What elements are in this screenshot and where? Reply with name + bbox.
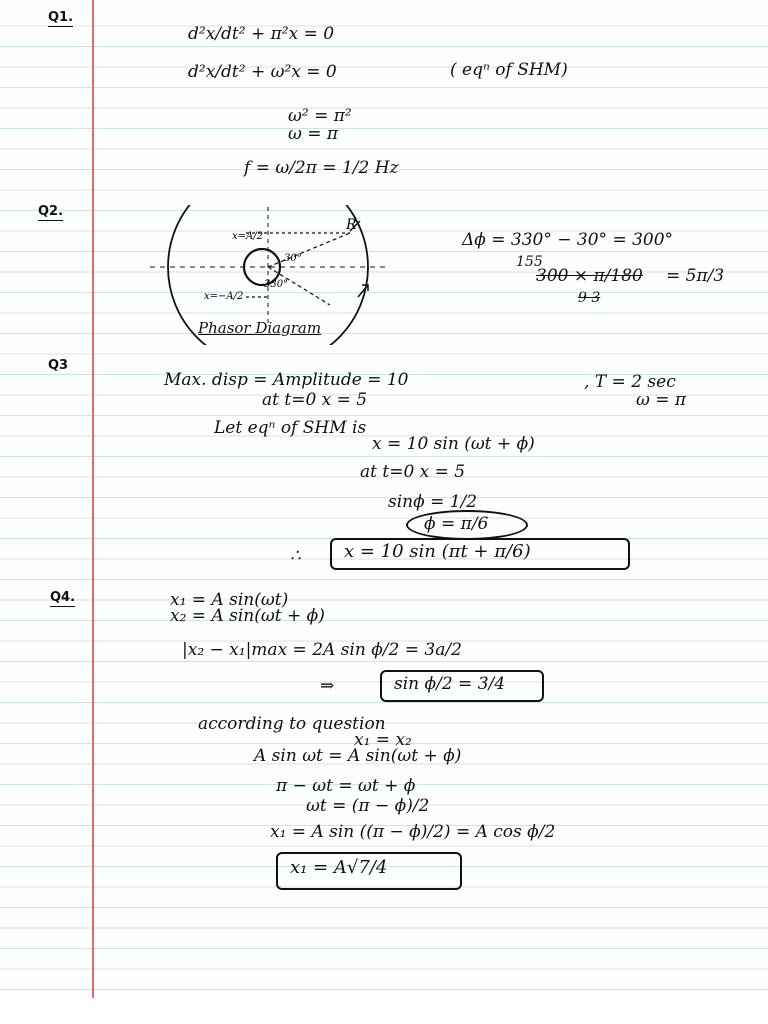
q4-eq-pi: π − ωt = ωt + ϕ (276, 776, 416, 796)
q3-line-2: at t=0 x = 5 (262, 390, 368, 410)
label-x-bottom: x=−A/2 (204, 291, 244, 302)
q3-final: x = 10 sin (πt + π/6) (344, 541, 531, 562)
q3-line-7: ϕ = π/6 (424, 514, 489, 534)
q4-boxed-2-text: x₁ = A√7/4 (290, 857, 388, 878)
angle-330-label: 330° (264, 279, 289, 290)
q3-line-1-right: , T = 2 sec (584, 372, 676, 392)
q3-therefore: ∴ (290, 546, 301, 566)
q4-according: according to question (198, 714, 386, 734)
q2-delta-phi: Δϕ = 330° − 30° = 300° (462, 230, 674, 250)
q2-label: Q2. (38, 204, 64, 219)
q4-eq-sin: A sin ωt = A sin(ωt + ϕ) (254, 746, 462, 766)
q4-implies: ⇒ (320, 676, 335, 696)
q3-line-1: Max. disp = Amplitude = 10 (164, 370, 409, 390)
q2-calc-cancel: 155 (516, 254, 543, 270)
q3-line-6: sinϕ = 1/2 (388, 492, 478, 512)
q1-equation-2: d²x/dt² + ω²x = 0 (188, 62, 337, 82)
rotation-arrow (358, 285, 368, 297)
q4-label: Q4. (50, 590, 76, 605)
point-r-label: R (346, 217, 357, 233)
q3-line-4: x = 10 sin (ωt + ϕ) (372, 434, 535, 454)
q2-calc-expression: 300 × π/180 (536, 266, 643, 286)
q1-equation-note: ( eqⁿ of SHM) (450, 60, 568, 80)
q4-eq-x1: x₁ = A sin ((π − ϕ)/2) = A cos ϕ/2 (270, 822, 556, 842)
q4-boxed-1-text: sin ϕ/2 = 3/4 (394, 674, 506, 694)
q1-omega: ω = π (288, 124, 339, 144)
q1-equation-1: d²x/dt² + π²x = 0 (188, 24, 335, 44)
q4-x2: x₂ = A sin(ωt + ϕ) (170, 606, 325, 626)
phasor-caption: Phasor Diagram (198, 319, 322, 337)
q2-calc-result: = 5π/3 (666, 266, 725, 286)
margin-line (92, 0, 94, 998)
page-bottom (0, 998, 768, 1024)
q3-label: Q3 (48, 358, 69, 373)
label-x-top: x=A/2 (232, 231, 263, 242)
q1-frequency: f = ω/2π = 1/2 Hz (244, 158, 399, 178)
q4-max-diff: |x₂ − x₁|max = 2A sin ϕ/2 = 3a/2 (182, 640, 462, 660)
q4-equal: x₁ = x₂ (354, 730, 412, 750)
q2-calc-denominator: 9 3 (578, 290, 601, 306)
q3-line-2-right: ω = π (636, 390, 687, 410)
q1-omega-squared: ω² = π² (288, 106, 352, 126)
q1-label: Q1. (48, 10, 74, 25)
angle-30-label: 30° (284, 253, 302, 264)
q3-line-3: Let eqⁿ of SHM is (214, 418, 367, 438)
q3-line-5: at t=0 x = 5 (360, 462, 466, 482)
q4-eq-wt: ωt = (π − ϕ)/2 (306, 796, 430, 816)
q4-x1: x₁ = A sin(ωt) (170, 590, 289, 610)
